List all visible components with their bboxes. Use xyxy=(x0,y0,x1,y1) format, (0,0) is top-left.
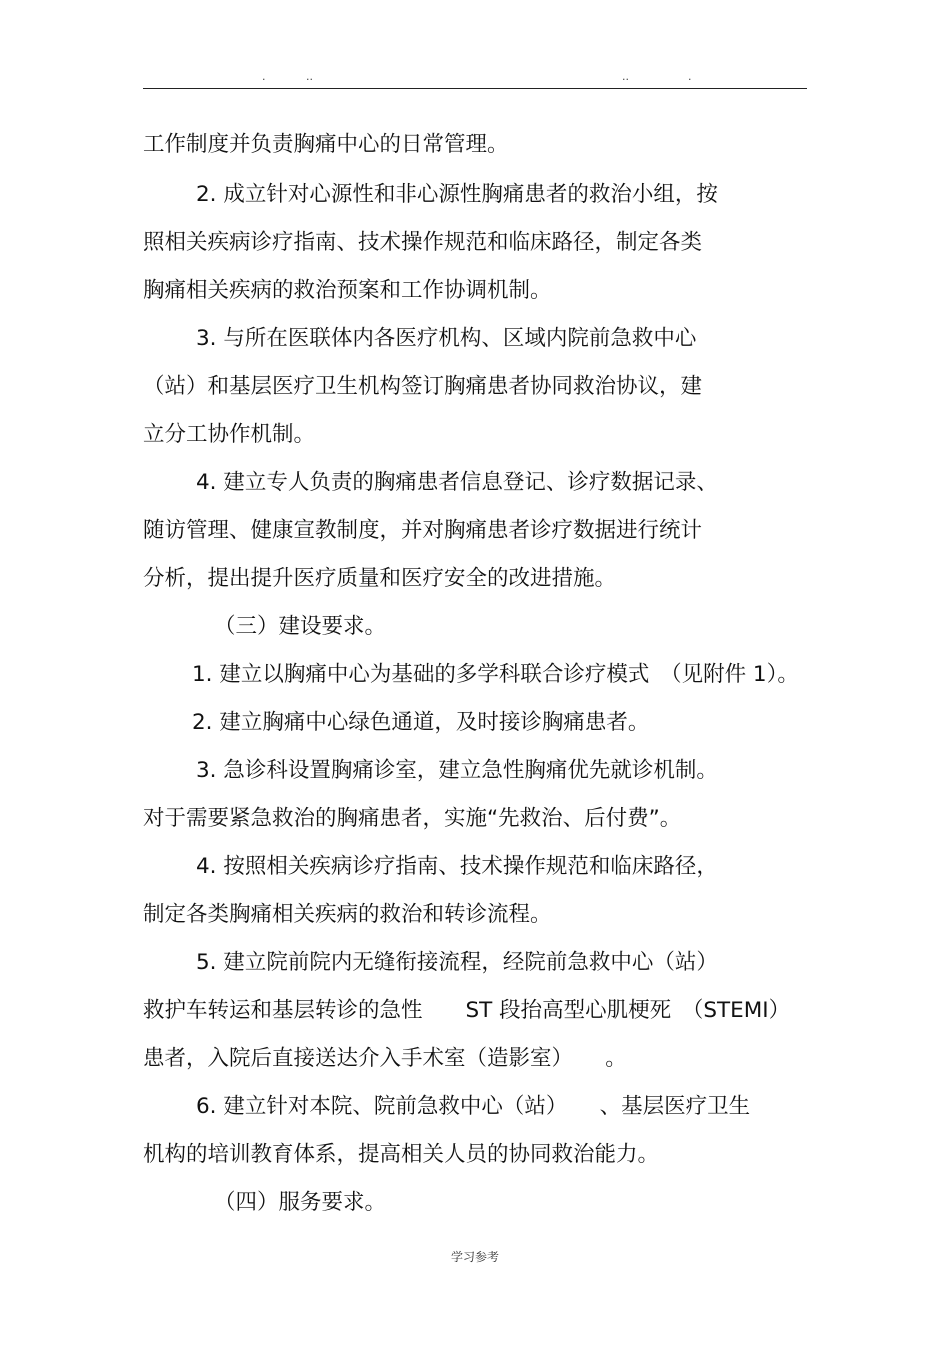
text-line: 患者，入院后直接送达介入手术室（造影室） 。 xyxy=(143,1046,627,1071)
header-dot: .. xyxy=(306,70,313,83)
header-rule xyxy=(143,88,807,89)
text-line: 2. 建立胸痛中心绿色通道，及时接诊胸痛患者。 xyxy=(192,710,650,735)
text-line: 胸痛相关疾病的救治预案和工作协调机制。 xyxy=(143,278,552,303)
text-line: 随访管理、健康宣教制度，并对胸痛患者诊疗数据进行统计 xyxy=(143,518,703,543)
text-line: 机构的培训教育体系，提高相关人员的协同救治能力。 xyxy=(143,1142,660,1167)
text-line: 6. 建立针对本院、院前急救中心（站） 、基层医疗卫生 xyxy=(196,1094,751,1119)
text-line: 分析，提出提升医疗质量和医疗安全的改进措施。 xyxy=(143,566,617,591)
text-line: 4. 按照相关疾病诊疗指南、技术操作规范和临床路径， xyxy=(196,854,718,879)
text-line: 制定各类胸痛相关疾病的救治和转诊流程。 xyxy=(143,902,552,927)
text-line: 5. 建立院前院内无缝衔接流程，经院前急救中心（站） xyxy=(196,950,718,975)
text-line: 立分工协作机制。 xyxy=(143,422,316,447)
text-line: 3. 急诊科设置胸痛诊室，建立急性胸痛优先就诊机制。 xyxy=(196,758,718,783)
text-line: 3. 与所在医联体内各医疗机构、区域内院前急救中心 xyxy=(196,326,697,351)
section-heading: （四）服务要求。 xyxy=(214,1190,387,1215)
text-line: 工作制度并负责胸痛中心的日常管理。 xyxy=(143,132,509,157)
header-dot: . xyxy=(688,70,692,83)
section-heading: （三）建设要求。 xyxy=(214,614,387,639)
header-dot: .. xyxy=(622,70,629,83)
text-line: 对于需要紧急救治的胸痛患者，实施“先救治、后付费”。 xyxy=(143,806,682,831)
text-line: 照相关疾病诊疗指南、技术操作规范和临床路径，制定各类 xyxy=(143,230,703,255)
text-line: 2. 成立针对心源性和非心源性胸痛患者的救治小组，按 xyxy=(196,182,718,207)
text-line: 4. 建立专人负责的胸痛患者信息登记、诊疗数据记录、 xyxy=(196,470,718,495)
header-dots xyxy=(0,70,950,84)
text-line: 1. 建立以胸痛中心为基础的多学科联合诊疗模式 （见附件 1）。 xyxy=(192,662,799,687)
text-line: （站）和基层医疗卫生机构签订胸痛患者协同救治协议，建 xyxy=(143,374,703,399)
text-line: 救护车转运和基层转诊的急性 ST 段抬高型心肌梗死 （STEMI） xyxy=(143,998,791,1023)
header-dot: . xyxy=(262,70,266,83)
page-footer: 学习参考 xyxy=(450,1250,499,1264)
